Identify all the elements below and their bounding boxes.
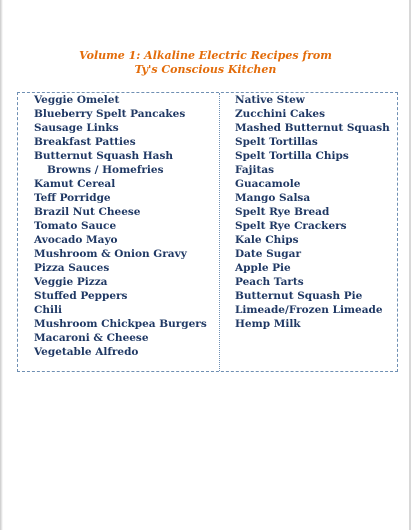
recipe-item: Limeade/Frozen Limeade (235, 304, 383, 316)
recipe-item: Kale Chips (235, 234, 299, 246)
recipe-item: Butternut Squash Pie (235, 290, 363, 302)
recipe-item: Butternut Squash Hash (34, 150, 174, 162)
recipe-item: Veggie Omelet (34, 94, 120, 106)
recipe-item: Chili (34, 304, 62, 316)
recipe-item: Spelt Tortilla Chips (235, 150, 349, 162)
recipe-item: Peach Tarts (235, 276, 304, 288)
recipe-item: Mushroom & Onion Gravy (34, 248, 187, 260)
recipe-item-continuation: Browns / Homefries (47, 164, 164, 176)
recipe-item: Apple Pie (235, 262, 291, 274)
recipe-table (17, 92, 398, 372)
title-line-1: Volume 1: Alkaline Electric Recipes from (79, 49, 332, 62)
recipe-item: Mashed Butternut Squash (235, 122, 390, 134)
recipe-item: Breakfast Patties (34, 136, 136, 148)
recipe-item: Spelt Tortillas (235, 136, 318, 148)
recipe-item: Avocado Mayo (34, 234, 118, 246)
recipe-item: Stuffed Peppers (34, 290, 128, 302)
recipe-item: Vegetable Alfredo (34, 346, 139, 358)
recipe-item: Guacamole (235, 178, 301, 190)
recipe-item: Fajitas (235, 164, 275, 176)
recipe-item: Blueberry Spelt Pancakes (34, 108, 186, 120)
recipe-item: Hemp Milk (235, 318, 301, 330)
recipe-item: Mango Salsa (235, 192, 311, 204)
recipe-item: Veggie Pizza (34, 276, 108, 288)
recipe-column-left (34, 93, 207, 359)
recipe-item: Teff Porridge (34, 192, 111, 204)
title-line-2: Ty's Conscious Kitchen (134, 63, 277, 76)
recipe-item: Date Sugar (235, 248, 301, 260)
recipe-item: Native Stew (235, 94, 305, 106)
recipe-item: Macaroni & Cheese (34, 332, 149, 344)
recipe-column-right (235, 93, 390, 331)
recipe-item: Spelt Rye Crackers (235, 220, 347, 232)
recipe-item: Sausage Links (34, 122, 119, 134)
recipe-item: Tomato Sauce (34, 220, 117, 232)
page-left-shadow (0, 0, 3, 530)
column-divider (219, 93, 220, 371)
recipe-item: Mushroom Chickpea Burgers (34, 318, 207, 330)
recipe-item: Kamut Cereal (34, 178, 116, 190)
document-title (0, 49, 411, 77)
recipe-item: Spelt Rye Bread (235, 206, 330, 218)
recipe-item: Zucchini Cakes (235, 108, 326, 120)
recipe-item: Pizza Sauces (34, 262, 110, 274)
recipe-item: Brazil Nut Cheese (34, 206, 141, 218)
